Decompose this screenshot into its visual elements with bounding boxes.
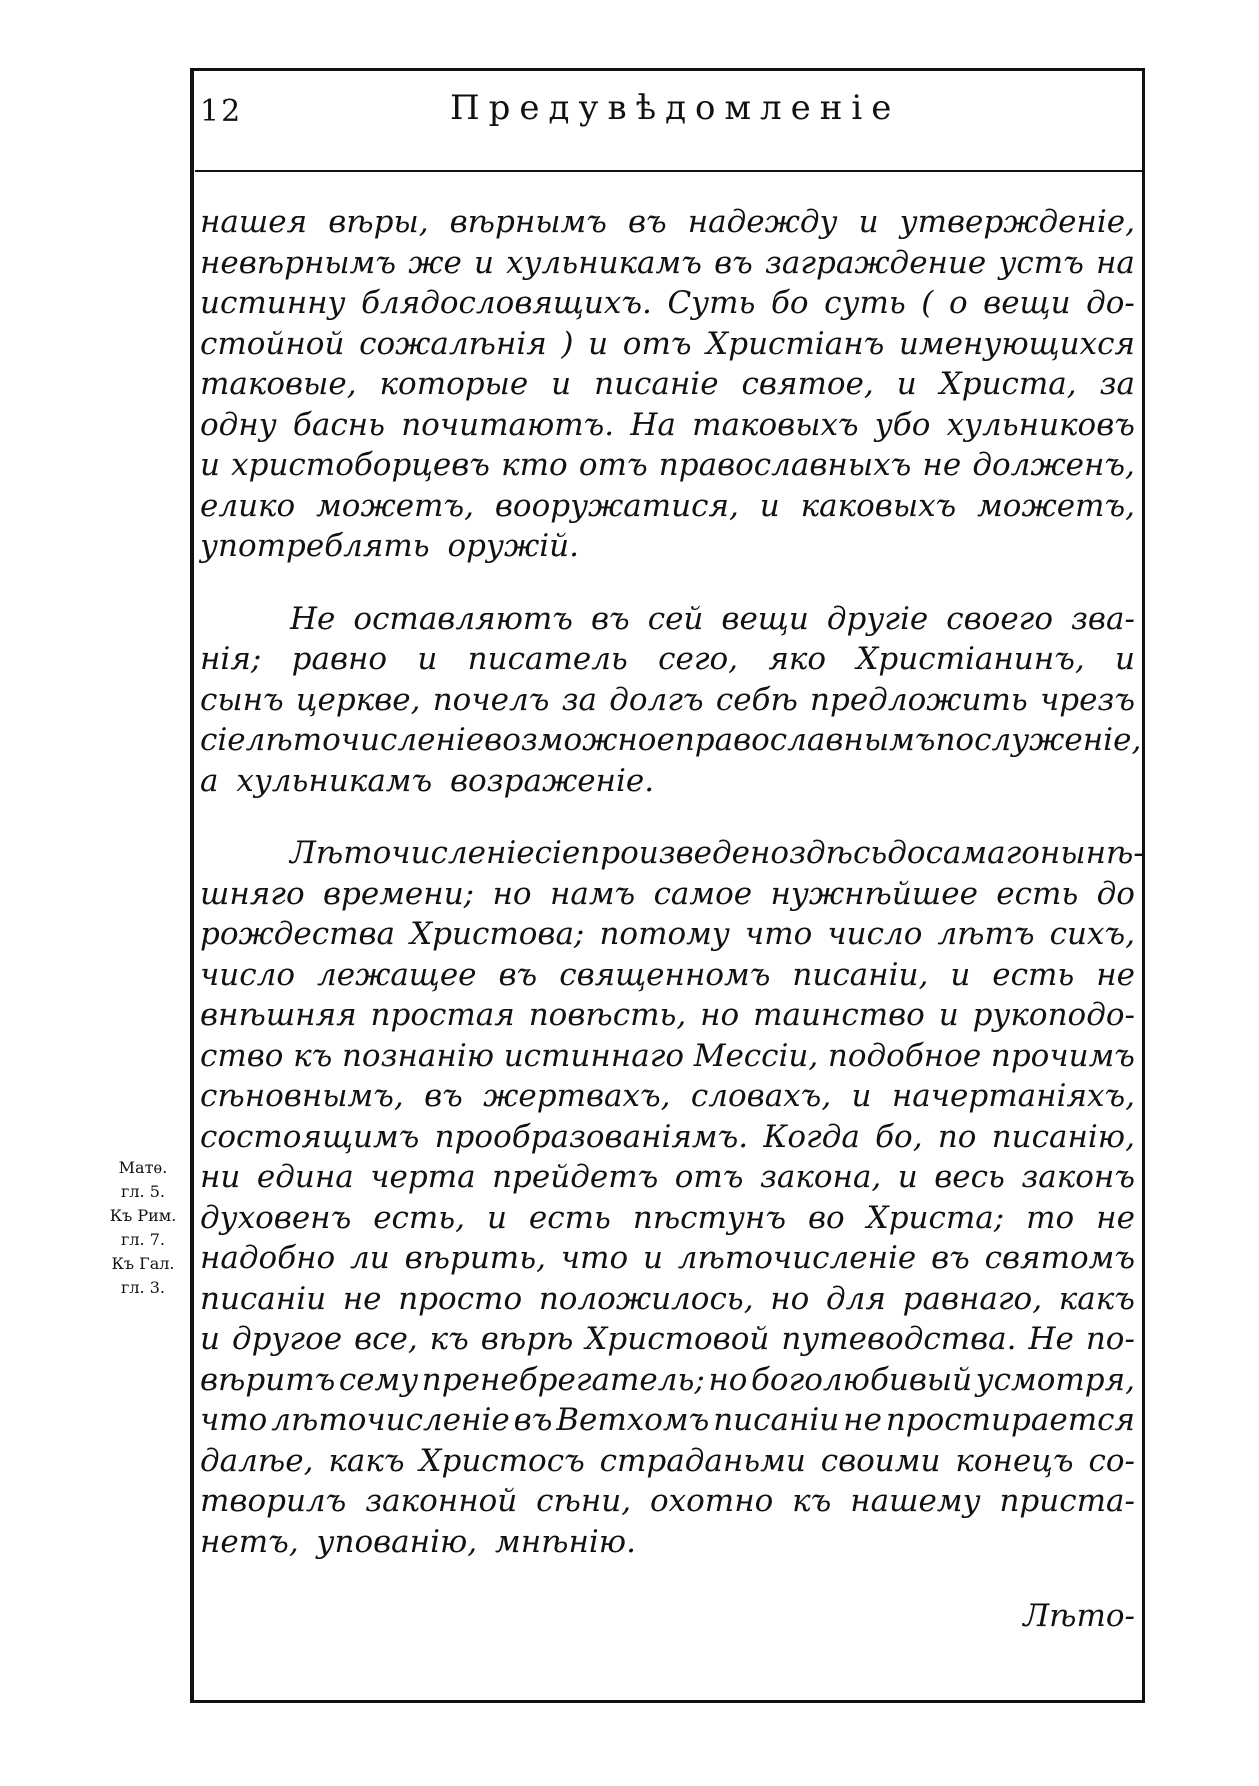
text-line: и христоборцевъ кто отъ православныхъ не долженъ, (200, 447, 1135, 483)
page-number: 12 (200, 94, 243, 129)
text-line: стойной сожалѣнія ) и отъ Христіанъ именующихся (200, 325, 1135, 362)
text-line: нашея вѣры, вѣрнымъ въ надежду и утвержденіе, (200, 204, 1135, 240)
text-line: употреблять оружій. (200, 528, 579, 564)
text-line: одну баснь почитаютъ. На таковыхъ убо хульниковъ (200, 406, 1135, 443)
margin-note (98, 1156, 188, 1300)
running-title: Предувѣдомленіе (450, 88, 901, 128)
text-line: состоящимъ прообразованіямъ. Когда бо, по писанію, (200, 1118, 1135, 1155)
text-line: число лежащее въ священномъ писаніи, и есть не (200, 956, 1135, 993)
margin-note-line: Къ Рим. (109, 1206, 177, 1225)
catchword: Лѣто- (1023, 1598, 1135, 1634)
text-line: творилъ законной сѣни, охотно къ нашему приста- (200, 1483, 1135, 1519)
text-line: Лѣточисленіе сіе произведено здѣсь до самаго нынѣ- (290, 835, 1144, 871)
text-line: вѣритъ сему пренебрегатель; но боголюбивый усмотря, (200, 1361, 1135, 1398)
margin-note-line: Къ Гал. (111, 1254, 175, 1273)
margin-note-line: гл. 7. (121, 1230, 165, 1249)
margin-note-line: Матѳ. (118, 1158, 168, 1177)
text-line: таковые, которые и писаніе святое, и Христа, за (200, 366, 1135, 402)
text-line: надобно ли вѣрить, что и лѣточисленіе въ святомъ (200, 1240, 1135, 1276)
text-line: что лѣточисленіе въ Ветхомъ писаніи не простирается (200, 1402, 1135, 1438)
margin-note-line: гл. 3. (121, 1278, 165, 1297)
text-line: далѣе, какъ Христосъ страданьми своими конецъ со- (200, 1442, 1135, 1479)
text-line: ство къ познанію истиннаго Мессіи, подобное прочимъ (200, 1037, 1135, 1074)
text-line: ни едина черта прейдетъ отъ закона, и весь законъ (200, 1159, 1135, 1195)
paragraph-3 (200, 833, 1144, 1562)
text-line: сѣновнымъ, въ жертвахъ, словахъ, и начертаніяхъ, (200, 1078, 1135, 1114)
text-line: а хульникамъ возраженіе. (200, 762, 655, 799)
paragraph-2 (200, 599, 1142, 802)
text-line: внѣшняя простая повѣсть, но таинство и рукоподо- (200, 997, 1135, 1033)
margin-note-line: гл. 5. (121, 1182, 165, 1201)
text-line: елико можетъ, вооружатися, и каковыхъ можетъ, (200, 487, 1135, 524)
text-line: шняго времени; но намъ самое нужнѣйшее есть до (200, 875, 1135, 912)
text-line: Не оставляютъ въ сей вещи другіе своего зва- (290, 600, 1135, 637)
text-line: истинну блядословящихъ. Суть бо суть ( о вещи до- (200, 285, 1135, 321)
text-line: и другое все, къ вѣрѣ Христовой путеводства. Не по- (200, 1321, 1135, 1357)
body-text (200, 202, 1144, 1637)
text-line: духовенъ есть, и есть пѣстунъ во Христа; то не (200, 1199, 1135, 1236)
paragraph-1 (200, 202, 1135, 567)
text-line: писаніи не просто положилось, но для равнаго, какъ (200, 1280, 1135, 1317)
text-line: нія; равно и писатель сего, яко Христіанинъ, и (200, 641, 1135, 677)
header-rule (195, 170, 1142, 172)
text-line: нетъ, упованію, мнѣнію. (200, 1523, 636, 1560)
text-line: рождества Христова; потому что число лѣтъ сихъ, (200, 916, 1135, 952)
page-header (200, 88, 1135, 148)
text-line: невѣрнымъ же и хульникамъ въ заграждение устъ на (200, 244, 1135, 281)
text-line: сіе лѣточисленіе возможное православнымъ послуженіе, (200, 722, 1142, 758)
text-line: сынъ церкве, почелъ за долгъ себѣ предложить чрезъ (200, 681, 1135, 718)
